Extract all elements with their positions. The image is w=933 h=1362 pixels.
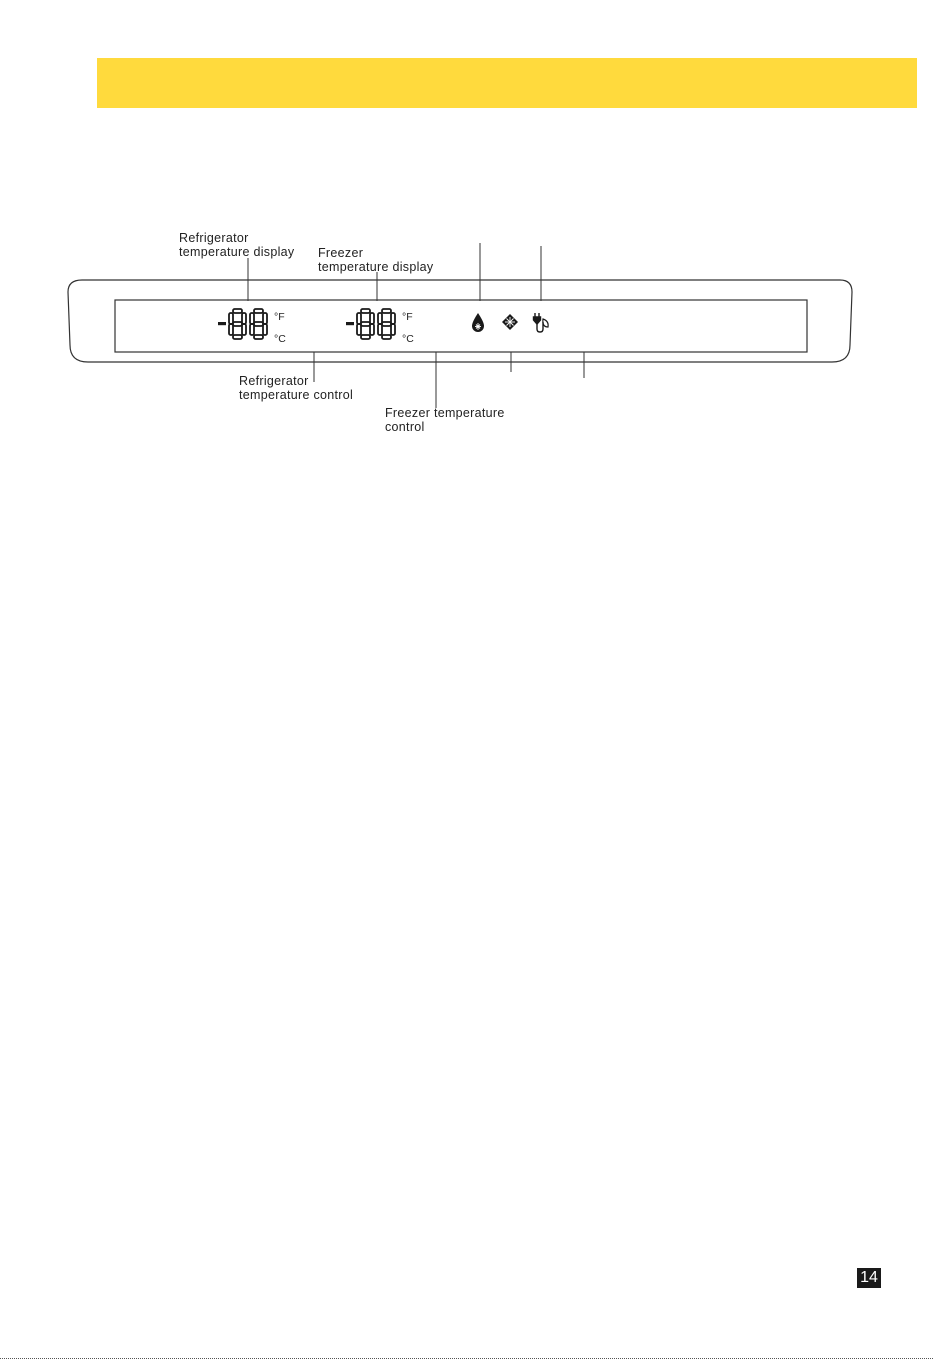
digit-2-segment-a [382,309,391,313]
digit-2-segment-g [382,322,391,326]
page-number: 14 [857,1268,881,1288]
freezer-unit-c: °C [402,333,414,345]
digit-1-segment-g [361,322,370,326]
freezer-digit-display [346,309,395,339]
water-drop-icon [472,313,484,332]
digit-1-segment-a [233,309,242,313]
fridge-control-label: Refrigerator temperature control [239,374,354,402]
fridge-digit-display [218,309,267,339]
bottom-rule [0,1358,933,1359]
fridge-unit-c: °C [274,333,286,345]
digit-2-segment-d [382,335,391,339]
digit-1-segment-a [361,309,370,313]
outer-panel [68,280,852,362]
freezer-control-label: Freezer temperature control [385,406,505,434]
digit-1-segment-g [233,322,242,326]
ice-icon [502,314,518,330]
fridge-display-label: Refrigerator temperature display [179,231,295,259]
digit-2-segment-a [254,309,263,313]
digit-1-segment-d [233,335,242,339]
freezer-unit-f: °F [402,311,413,323]
minus-sign-segment [218,322,226,325]
fridge-unit-f: °F [274,311,285,323]
freezer-display-label: Freezer temperature display [318,246,434,274]
digit-1-segment-d [361,335,370,339]
display-window [115,300,807,352]
minus-sign-segment [346,322,354,325]
digit-2-segment-d [254,335,263,339]
digit-2-segment-g [254,322,263,326]
control-panel-diagram [0,0,933,460]
plug-leaf-icon [534,313,549,332]
